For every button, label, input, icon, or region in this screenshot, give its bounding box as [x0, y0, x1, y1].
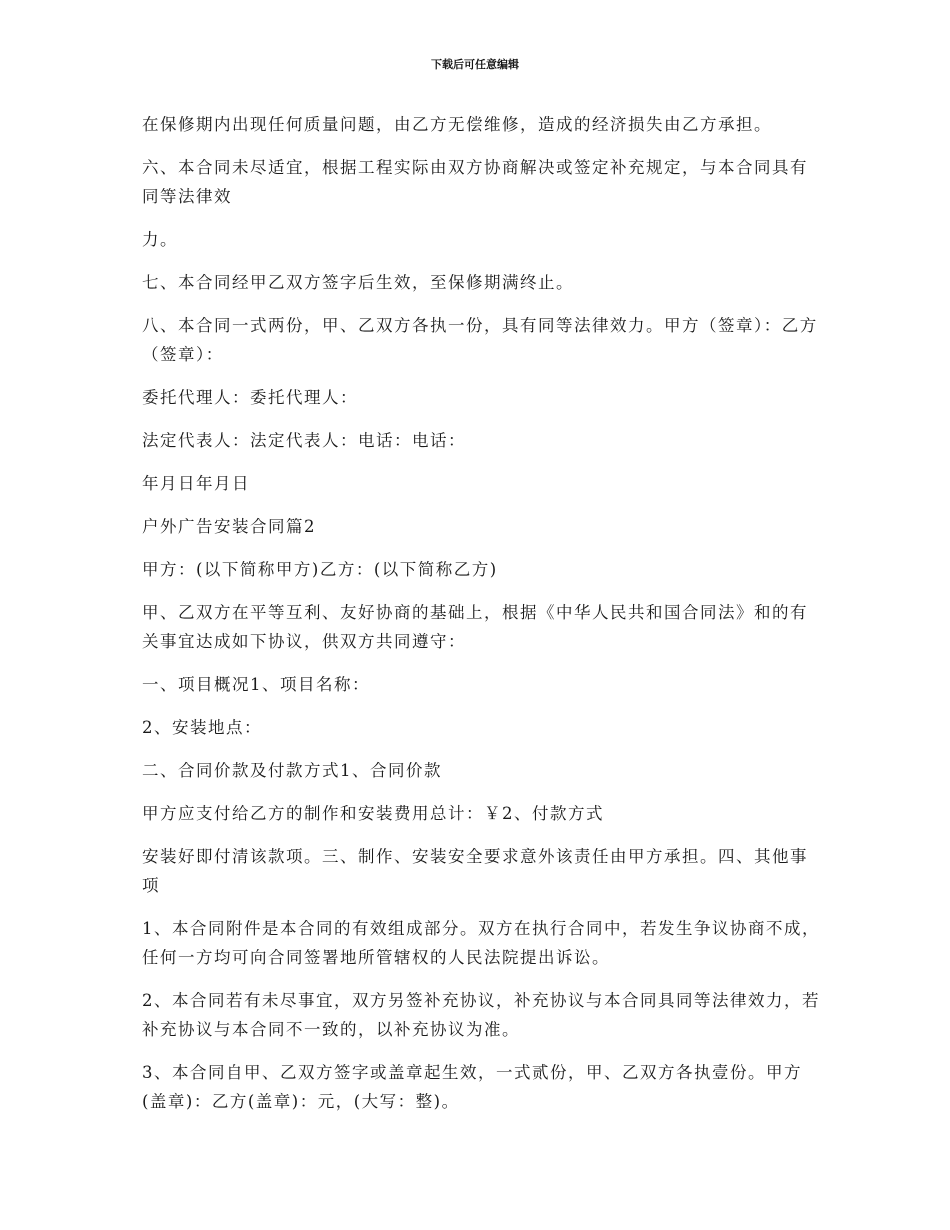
- paragraph-install-location: 2、安装地点：: [142, 718, 262, 737]
- paragraph-dates: 年月日年月日: [142, 474, 250, 493]
- paragraph-fee-total: 甲方应支付给乙方的制作和安装费用总计：￥2、付款方式: [142, 804, 604, 823]
- paragraph-clause-8: 八、本合同一式两份，甲、乙双方各执一份，具有同等法律效力。甲方（签章）：乙方（签章）：: [142, 316, 818, 364]
- paragraph-preamble: 甲、乙双方在平等互利、友好协商的基础上，根据《中华人民共和国合同法》和的有关事宜达成如下协议，供双方共同遵守：: [142, 603, 808, 651]
- paragraph-item-1: 1、本合同附件是本合同的有效组成部分。双方在执行合同中，若发生争议协商不成，任何一方均可向合同签署地所管辖权的人民法院提出诉讼。: [142, 919, 820, 967]
- paragraph-project-overview: 一、项目概况1、项目名称：: [142, 675, 370, 694]
- paragraph-parties: 甲方：(以下简称甲方)乙方：(以下简称乙方): [142, 560, 498, 579]
- paragraph-item-2: 2、本合同若有未尽事宜，双方另签补充协议，补充协议与本合同具同等法律效力，若补充协议与本合同不一致的，以补充协议为准。: [142, 991, 820, 1039]
- paragraph-clause-7: 七、本合同经甲乙双方签字后生效，至保修期满终止。: [142, 273, 574, 292]
- paragraph-clause-6: 六、本合同未尽适宜，根据工程实际由双方协商解决或签定补充规定，与本合同具有同等法律效: [142, 158, 808, 206]
- paragraph-agents: 委托代理人：委托代理人：: [142, 388, 358, 407]
- paragraph-clause-6-cont: 力。: [142, 230, 178, 249]
- document-body: [142, 110, 822, 1130]
- page-header: 下载后可任意编辑: [431, 58, 519, 71]
- section-title: 户外广告安装合同篇2: [142, 517, 316, 536]
- paragraph-warranty: 在保修期内出现任何质量问题，由乙方无偿维修，造成的经济损失由乙方承担。: [142, 115, 772, 134]
- paragraph-safety-other: 安装好即付清该款项。三、制作、安装安全要求意外该责任由甲方承担。四、其他事项: [142, 847, 808, 895]
- paragraph-price-payment: 二、合同价款及付款方式1、合同价款: [142, 761, 442, 780]
- paragraph-legal-reps: 法定代表人：法定代表人：电话：电话：: [142, 431, 466, 450]
- paragraph-item-3: 3、本合同自甲、乙双方签字或盖章起生效，一式贰份，甲、乙双方各执壹份。甲方(盖章)：乙方(盖章)：元，(大写：整)。: [142, 1063, 802, 1111]
